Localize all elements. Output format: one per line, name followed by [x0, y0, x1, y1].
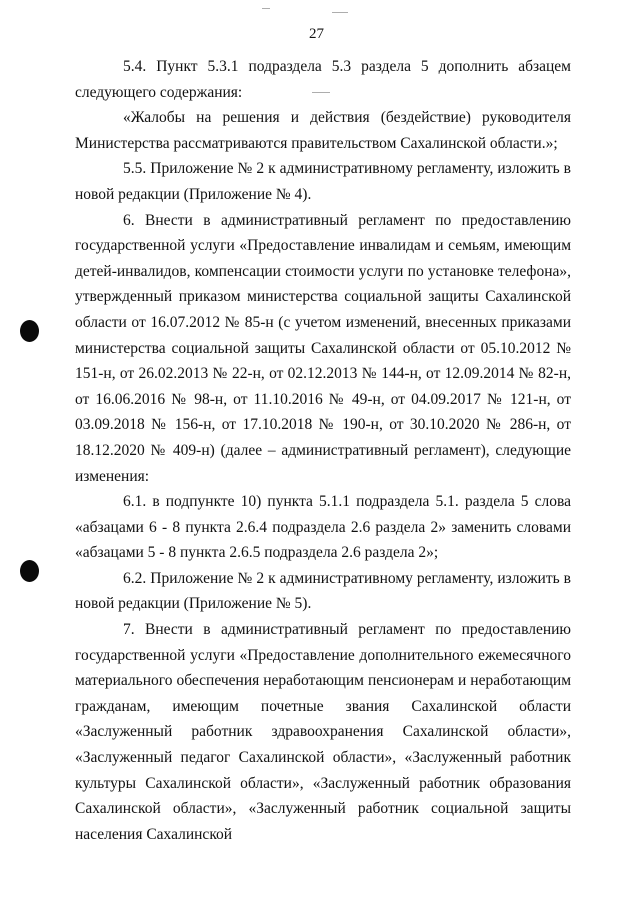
paragraph-6: 6. Внести в административный регламент по предоставлению государственной услуги «Предоставление инвалидам и семьям, имеющим детей-инвалидов, компенсации стоимости услуги по установке телефона», утвержденный приказом министерства социальной защиты Сахалинской области от 16.07.2012 № 85-н (с учетом изменений, внесенных приказами министерства социальной защиты Сахалинской области от 05.10.2012 № 151-н, от 26.02.2013 № 22-н, от 02.12.2013 № 144-н, от 12.09.2014 № 82-н, от 16.06.2016 № 98-н, от 11.10.2016 № 49-н, от 04.09.2017 № 121-н, от 03.09.2018 № 156-н, от 17.10.2018 № 190-н, от 30.10.2020 № 286-н, от 18.12.2020 № 409-н) (далее – административный регламент), следующие изменения: — [75, 211, 571, 485]
scan-artifact — [262, 8, 270, 9]
document-body — [75, 54, 571, 847]
paragraph-6-1: 6.1. в подпункте 10) пункта 5.1.1 подраздела 5.1. раздела 5 слова «абзацами 6 - 8 пункта 2.6.4 подраздела 2.6 раздела 2» заменить словами «абзацами 5 - 8 пункта 2.6.5 подраздела 2.6 раздела 2»; — [75, 493, 571, 562]
scan-artifact — [332, 12, 348, 13]
punch-hole-icon — [20, 560, 39, 582]
paragraph-5-5: 5.5. Приложение № 2 к административному регламенту, изложить в новой редакции (Приложение № 4). — [75, 160, 571, 203]
paragraph-5-4: 5.4. Пункт 5.3.1 подраздела 5.3 раздела 5 дополнить абзацем следующего содержания: — [75, 58, 571, 101]
paragraph-7: 7. Внести в административный регламент по предоставлению государственной услуги «Предоставление дополнительного ежемесячного материального обеспечения неработающим пенсионерам и неработающим гражданам, имеющим почетные звания Сахалинской области «Заслуженный работник здравоохранения Сахалинской области», «Заслуженный педагог Сахалинской области», «Заслуженный работник культуры Сахалинской области», «Заслуженный работник образования Сахалинской области», «Заслуженный работник социальной защиты населения Сахалинской — [75, 621, 571, 843]
punch-hole-icon — [20, 320, 39, 342]
paragraph-6-2: 6.2. Приложение № 2 к административному регламенту, изложить в новой редакции (Приложение № 5). — [75, 569, 571, 613]
paragraph-quote: «Жалобы на решения и действия (бездействие) руководителя Министерства рассматриваются правительством Сахалинской области.»; — [75, 109, 571, 152]
page-number: 27 — [309, 26, 324, 42]
